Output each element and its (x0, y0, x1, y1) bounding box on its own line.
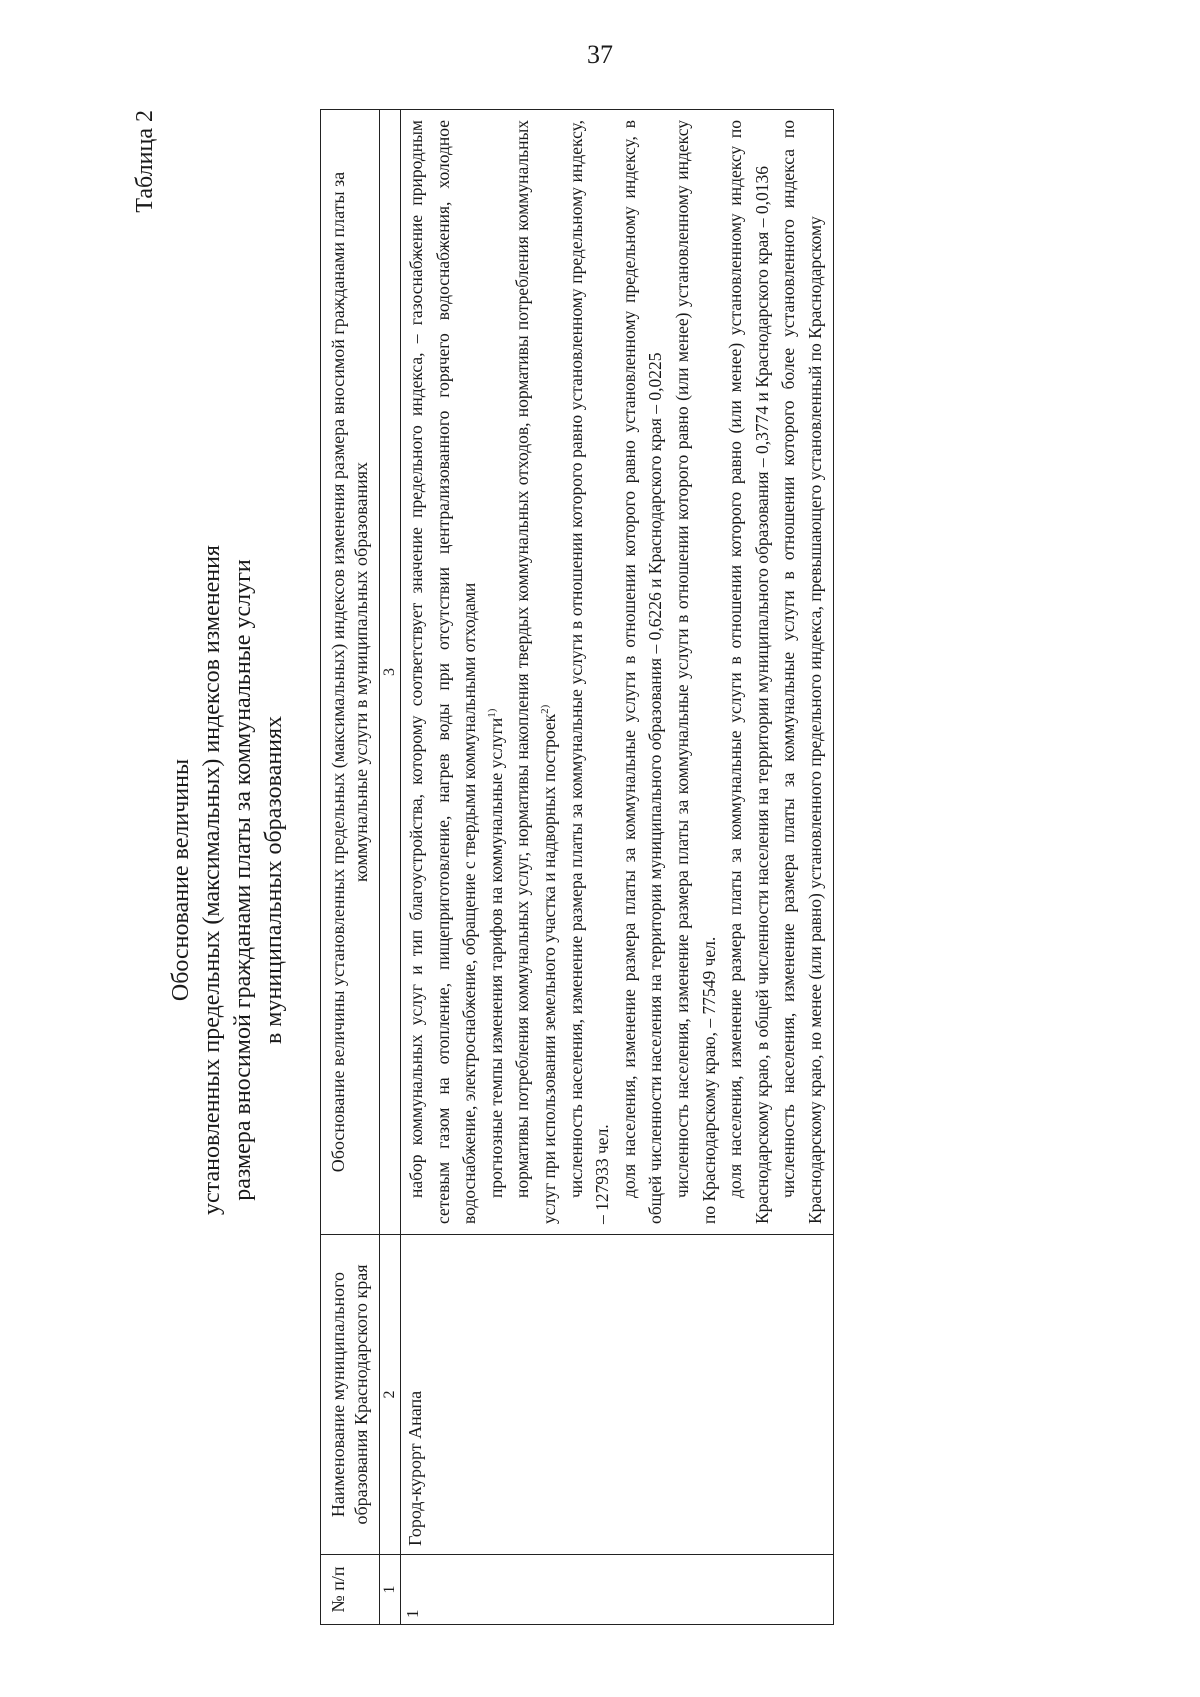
basis-text (401, 110, 834, 1235)
title-line: установленных предельных (максимальных) индексов изменения (199, 545, 225, 1215)
basis-paragraph: доля населения, изменение размера платы за коммунальные услуги в отношении которого равно установленному предельному индексу, в общей численности населения на территории муниципального образования – 0,6226 и Краснодарского края – 0,0225 (618, 120, 666, 1224)
header-basis: Обоснование величины установленных предельных (максимальных) индексов изменения размера вносимой гражданами платы за коммунальные услуги в муниципальных образованиях (321, 110, 380, 1235)
column-number: 1 (380, 1555, 401, 1625)
basis-paragraph: численность населения, изменение размера платы за коммунальные услуги в отношении которого равно (или менее) установленному индексу по Краснодарскому краю, – 77549 чел. (671, 120, 719, 1224)
document-title (166, 110, 290, 1650)
table-header-row (321, 110, 380, 1625)
basis-paragraph: прогнозные темпы изменения тарифов на коммунальные услуги$^{1)}$ (485, 708, 506, 1198)
title-line: размера вносимой гражданами платы за коммунальные услуги (230, 559, 256, 1201)
title-line: Обоснование величины (168, 758, 194, 1002)
header-num: № п/п (321, 1555, 380, 1625)
justification-table (320, 109, 834, 1625)
table-row (401, 110, 834, 1625)
row-number: 1 (401, 1555, 834, 1625)
column-number: 3 (380, 110, 401, 1235)
basis-paragraph: численность населения, изменение размера платы за коммунальные услуги в отношении которого равно установленному предельному индексу, – 127933 чел. (565, 120, 613, 1224)
title-line: в муниципальных образованиях (261, 715, 287, 1045)
basis-paragraph: численность населения, изменение размера платы за коммунальные услуги в отношении которого более установленного индекса по Краснодарскому краю, но менее (или равно) установленного предельного индекса, превышающего установленный по Краснодарскому (778, 120, 825, 1224)
table-label: Таблица 2 (132, 110, 158, 213)
rotated-landscape-content (132, 110, 1092, 1650)
column-number-row (380, 110, 401, 1625)
header-municipality-name: Наименование муниципального образования Краснодарского края (321, 1235, 380, 1555)
column-number: 2 (380, 1235, 401, 1555)
basis-paragraph: доля населения, изменение размера платы за коммунальные услуги в отношении которого равно (или менее) установленному индексу по Краснодарскому краю, в общей численности населения на территории муниципального образования – 0,3774 и Краснодарского края – 0,0136 (725, 120, 772, 1224)
basis-paragraph: набор коммунальных услуг и тип благоустройства, которому соответствует значение предельного индекса, – газоснабжение природным сетевым газом на отопление, пищеприготовление, нагрев воды при отсутствии централизованного горячего водоснабжения, холодное водоснабжение, электроснабжение, обращение с твердыми коммунальными отходами (406, 120, 480, 1224)
basis-paragraph: нормативы потребления коммунальных услуг, нормативы накопления твердых коммунальных отходов, нормативы потребления коммунальных услуг при использовании земельного участка и надворных построек$^{2)}$ (512, 120, 559, 1224)
page-number: 37 (587, 40, 613, 69)
municipality-name: Город-курорт Анапа (401, 1235, 834, 1555)
